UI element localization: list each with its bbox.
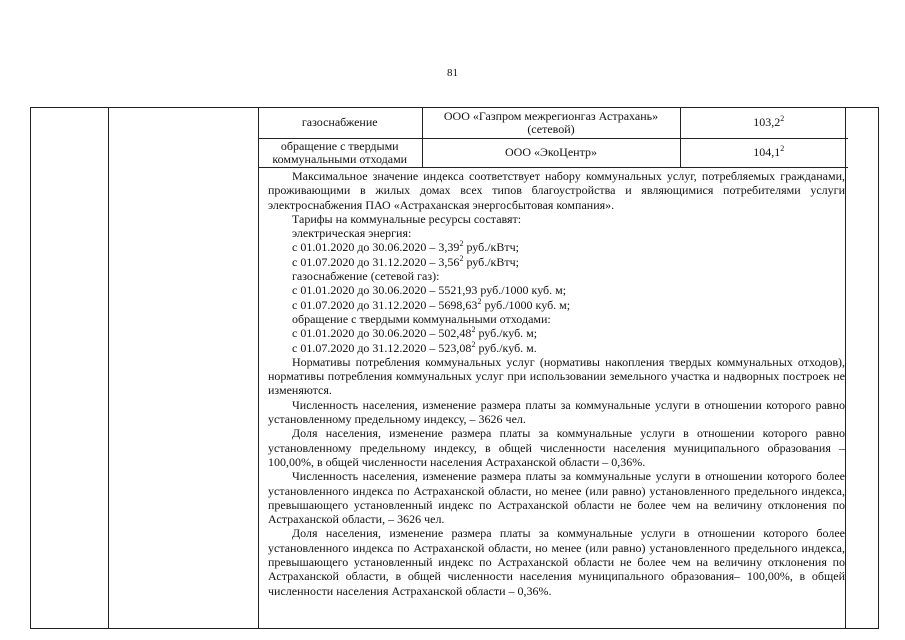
tariff-period: с 01.01.2020 до 30.06.2020 – 3,39 <box>292 240 460 255</box>
waste-label: обращение с твердыми коммунальными отходами: <box>292 311 551 326</box>
tariff-unit: руб./кВтч; <box>463 254 520 269</box>
column-divider-2 <box>258 108 259 628</box>
table-row <box>258 138 848 167</box>
tariff-unit: руб./1000 куб. м; <box>481 297 571 312</box>
column-divider-3 <box>845 108 846 628</box>
paragraph-share-1: Доля населения, изменение размера платы за коммунальные услуги в отношении которого равно установленному предельному индексу, в общей численности населения муниципального образования – 100,00%, в общей численности населения Астраханской области – 0,36%. <box>268 426 845 469</box>
footnote-mark: 2 <box>477 296 482 306</box>
paragraph-max-index: Максимальное значение индекса соответствует набору коммунальных услуг, потребляемых гражданами, проживающими в жилых домах всех типов благоустройства и являющимися потребителями услуги электроснабжения ПАО «Астраханская энергосбытовая компания». <box>268 169 845 212</box>
footnote-mark: 2 <box>459 239 464 249</box>
footnote-mark: 2 <box>459 253 464 263</box>
supplier-cell: ООО «ЭкоЦентр» <box>422 138 680 167</box>
tariff-period: с 01.07.2020 до 31.12.2020 – 5698,63 <box>292 297 478 312</box>
tariff-period: с 01.07.2020 до 31.12.2020 – 523,08 <box>292 340 472 355</box>
tariff-unit: руб./кВтч; <box>463 240 520 255</box>
index-value: 103,2 <box>753 115 781 130</box>
electricity-label: электрическая энергия: <box>292 226 412 241</box>
paragraph-share-2: Доля населения, изменение размера платы за коммунальные услуги в отношении которого более установленного индекса по Астраханской области, но менее (или равно) установленного предельного индекса, превышающего установленный индекс по Астраханской области не более чем на величину отклонения по Астраханской области, в общей численности населения муниципального образования– 100,00%, в общей численности населения Астраханской области – 0,36%. <box>268 526 845 598</box>
tariff-period: с 01.07.2020 до 31.12.2020 – 3,56 <box>292 254 460 269</box>
paragraph-population-1: Численность населения, изменение размера платы за коммунальные услуги в отношении которого равно установленному предельному индексу, – 3626 чел. <box>268 397 845 427</box>
electricity-tariff-2 <box>268 255 845 269</box>
gas-tariff-1: с 01.01.2020 до 30.06.2020 – 5521,93 руб./1000 куб. м; <box>292 283 567 298</box>
tariffs-intro: Тарифы на коммунальные ресурсы составят: <box>292 211 522 226</box>
waste-tariff-2 <box>268 341 845 355</box>
footnote-mark: 2 <box>471 325 476 335</box>
index-cell <box>680 138 848 167</box>
explanatory-text <box>268 169 845 598</box>
footnote-mark: 2 <box>780 144 785 153</box>
footnote-mark: 2 <box>471 339 476 349</box>
paragraph-norms: Нормативы потребления коммунальных услуг (нормативы накопления твердых коммунальных отходов), нормативы потребления коммунальных услуг при использовании земельного участка и надворных построек не изменяются. <box>268 354 845 398</box>
tariff-period: с 01.01.2020 до 30.06.2020 – 502,48 <box>292 326 472 341</box>
index-value: 104,1 <box>753 145 781 159</box>
service-cell: газоснабжение <box>258 108 422 138</box>
tariff-unit: руб./куб. м. <box>475 340 537 355</box>
paragraph-population-2: Численность населения, изменение размера платы за коммунальные услуги в отношении которого более установленного индекса по Астраханской области, но менее (или равно) установленного предельного индекса, превышающего установленный индекс по Астраханской области не более чем на величину отклонения по Астраханской области, – 3626 чел. <box>268 469 845 527</box>
page-number: 81 <box>447 67 458 79</box>
document-table-frame <box>30 107 879 629</box>
tariff-unit: руб./куб. м; <box>475 326 538 341</box>
electricity-tariff-1 <box>268 240 845 254</box>
gas-label: газоснабжение (сетевой газ): <box>292 269 440 284</box>
utility-table <box>258 108 848 168</box>
supplier-cell: ООО «Газпром межрегионгаз Астрахань» (сетевой) <box>422 108 680 138</box>
gas-tariff-2 <box>268 298 845 312</box>
service-cell: обращение с твердыми коммунальными отходами <box>258 138 422 167</box>
index-cell <box>680 108 848 138</box>
waste-tariff-1 <box>268 326 845 340</box>
footnote-mark: 2 <box>780 114 785 124</box>
table-row <box>258 108 848 138</box>
column-divider-1 <box>108 108 109 628</box>
